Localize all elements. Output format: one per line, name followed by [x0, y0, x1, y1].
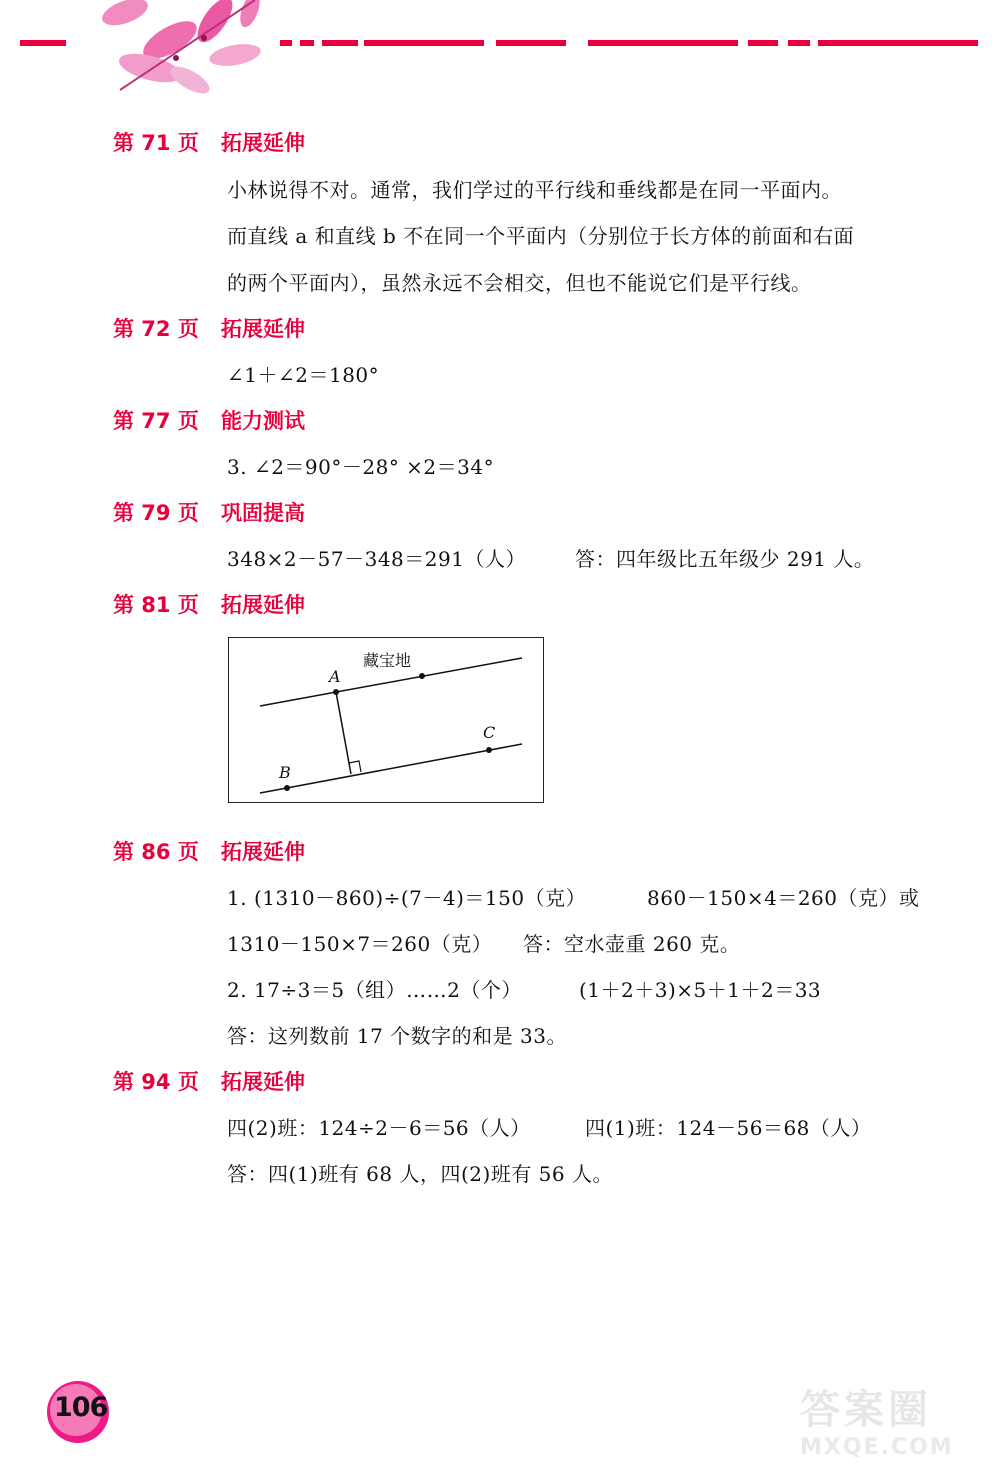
equation: 四(2)班：124÷2－6＝56（人） [227, 1116, 531, 1140]
perpendicular-segment [336, 692, 351, 774]
section-heading-81 [113, 589, 305, 619]
answer-line: 3. ∠2＝90°－28° ×2＝34° [227, 455, 495, 479]
page-number: 106 [54, 1392, 108, 1423]
geometry-figure [228, 637, 544, 803]
section-heading-71 [113, 127, 305, 157]
answer-line: 答：这列数前 17 个数字的和是 33。 [227, 1024, 567, 1048]
header-decoration [0, 0, 1000, 110]
section-label: 拓展延伸 [221, 1070, 305, 1094]
lower-line [260, 744, 522, 793]
answer-line [227, 928, 740, 957]
answer-line [227, 974, 821, 1003]
section-label: 拓展延伸 [221, 131, 305, 155]
equation: 860－150×4＝260（克）或 [647, 886, 920, 910]
page-ref: 第 77 页 [113, 409, 199, 433]
watermark-title: 答案圈 [800, 1387, 932, 1433]
section-heading-79 [113, 497, 305, 527]
watermark-url: MXQE.COM [800, 1435, 954, 1460]
answer-line: 答：四(1)班有 68 人，四(2)班有 56 人。 [227, 1162, 613, 1186]
point-b [284, 785, 290, 791]
answer-line: ∠1＋∠2＝180° [227, 363, 380, 387]
answer-line: 而直线 a 和直线 b 不在同一个平面内（分别位于长方体的前面和右面 [227, 224, 855, 248]
section-label: 能力测试 [221, 409, 305, 433]
parallel-lines-diagram [229, 638, 542, 801]
section-heading-72 [113, 313, 305, 343]
section-label: 拓展延伸 [221, 317, 305, 341]
answer-line: 的两个平面内），虽然永远不会相交，但也不能说它们是平行线。 [227, 271, 812, 295]
answer-line: 小林说得不对。通常，我们学过的平行线和垂线都是在同一平面内。 [227, 178, 842, 202]
answer-text: 答：四年级比五年级少 291 人。 [575, 547, 875, 571]
page-ref: 第 94 页 [113, 1070, 199, 1094]
answer-text: 答：空水壶重 260 克。 [523, 932, 741, 956]
point-c [486, 747, 492, 753]
page-ref: 第 81 页 [113, 593, 199, 617]
answer-line [227, 882, 920, 911]
equation: 1. (1310－860)÷(7－4)＝150（克） [227, 886, 587, 910]
page-ref: 第 79 页 [113, 501, 199, 525]
section-heading-86 [113, 836, 305, 866]
watermark-logo [800, 1378, 990, 1468]
section-label: 巩固提高 [221, 501, 305, 525]
equation: 2. 17÷3＝5（组）……2（个） [227, 978, 522, 1002]
equation: 1310－150×7＝260（克） [227, 932, 493, 956]
label-b: B [279, 763, 291, 782]
answer-line [227, 1112, 871, 1141]
section-heading-77 [113, 405, 305, 435]
section-label: 拓展延伸 [221, 593, 305, 617]
label-treasure: 藏宝地 [363, 651, 412, 670]
section-heading-94 [113, 1066, 305, 1096]
page-ref: 第 71 页 [113, 131, 199, 155]
section-label: 拓展延伸 [221, 840, 305, 864]
answer-line [227, 543, 874, 572]
leaf-branch-icon [99, 0, 264, 99]
equation: 348×2－57－348＝291（人） [227, 547, 526, 571]
page-ref: 第 86 页 [113, 840, 199, 864]
point-treasure [419, 673, 425, 679]
point-a [333, 689, 339, 695]
page-ref: 第 72 页 [113, 317, 199, 341]
label-a: A [329, 667, 341, 686]
equation: 四(1)班：124－56＝68（人） [585, 1116, 872, 1140]
label-c: C [483, 723, 496, 742]
equation: (1＋2＋3)×5＋1＋2＝33 [579, 978, 822, 1002]
